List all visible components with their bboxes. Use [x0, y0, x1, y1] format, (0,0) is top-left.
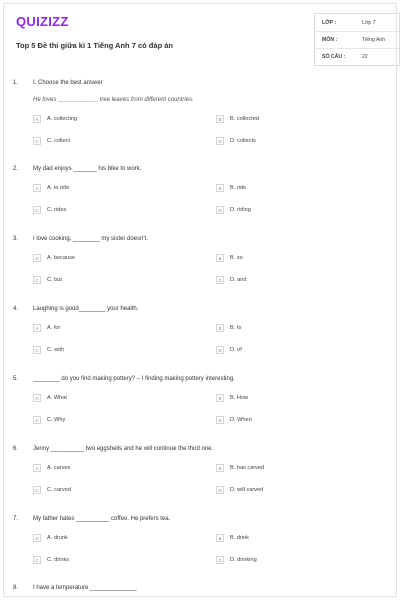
info-row-subject — [315, 31, 399, 49]
option-text: D. will carved — [230, 487, 264, 493]
option-letter-box[interactable]: B — [216, 394, 224, 402]
page-border — [3, 3, 397, 597]
option-text: A. collecting — [47, 116, 78, 122]
option-letter-box[interactable]: B — [216, 324, 224, 332]
option-letter-box[interactable]: C — [33, 276, 41, 284]
option-text: A. because — [47, 255, 75, 261]
option-letter-box[interactable]: A — [33, 464, 41, 472]
option-text: D. drinking — [230, 557, 257, 563]
option-letter-box[interactable]: A — [33, 254, 41, 262]
question-text: My dad enjoys _______ his bike to work. — [33, 166, 142, 172]
option-letter-box[interactable]: A — [33, 324, 41, 332]
option-text: A. drunk — [47, 535, 68, 541]
option-text: C. Why — [47, 417, 66, 423]
option-letter-box[interactable]: D — [216, 346, 224, 354]
info-box — [314, 13, 400, 66]
option-text: C. drinks — [47, 557, 70, 563]
quizizz-logo[interactable]: QUIZIZZ — [16, 14, 69, 29]
option-letter-box[interactable]: C — [33, 416, 41, 424]
option-letter-box[interactable]: D — [216, 206, 224, 214]
question-text: ________ do you find making pottery? – I finding making pottery interesting. — [33, 376, 235, 382]
question-text: I love cooking, ________ my sister doesn't. — [33, 236, 148, 242]
option-text: B. so — [230, 255, 243, 261]
option-letter-box[interactable]: B — [216, 184, 224, 192]
option-text: C. carved — [47, 487, 71, 493]
header — [10, 10, 390, 70]
info-label: SỐ CÂU : — [322, 54, 346, 60]
option-letter-box[interactable]: A — [33, 115, 41, 123]
option-letter-box[interactable]: C — [33, 346, 41, 354]
option-text: D. of — [230, 347, 242, 353]
option-letter-box[interactable]: A — [33, 534, 41, 542]
option-text: C. rides — [47, 207, 67, 213]
info-label: MÔN : — [322, 37, 338, 43]
option-letter-box[interactable]: B — [216, 115, 224, 123]
option-text: C. with — [47, 347, 65, 353]
option-text: B. to — [230, 325, 242, 331]
option-letter-box[interactable]: C — [33, 556, 41, 564]
option-letter-box[interactable]: C — [33, 206, 41, 214]
option-text: D. and — [230, 277, 247, 283]
option-text: B. collected — [230, 116, 259, 122]
question-text: My father hates __________ coffee. He prefers tea. — [33, 516, 171, 522]
question-text: I. Choose the best answer — [33, 80, 103, 86]
question-number: 3. — [13, 236, 19, 242]
question-text: Laughing is good________ your health. — [33, 306, 139, 312]
question-number: 6. — [13, 446, 19, 452]
option-letter-box[interactable]: D — [216, 137, 224, 145]
option-text: D. When — [230, 417, 252, 423]
info-label: LỚP : — [322, 20, 337, 26]
info-value: 22 — [362, 54, 368, 60]
option-letter-box[interactable]: D — [216, 556, 224, 564]
option-text: A. to ride — [47, 185, 70, 191]
question-text: He loves ____________ tree leaves from different countries. — [33, 97, 194, 103]
option-letter-box[interactable]: D — [216, 276, 224, 284]
option-letter-box[interactable]: C — [33, 137, 41, 145]
question-number: 2. — [13, 166, 19, 172]
option-text: B. has carved — [230, 465, 265, 471]
option-letter-box[interactable]: D — [216, 486, 224, 494]
option-text: D. collects — [230, 138, 256, 144]
question-number: 1. — [13, 80, 19, 86]
option-letter-box[interactable]: A — [33, 394, 41, 402]
option-text: A. What — [47, 395, 67, 401]
option-text: B. drink — [230, 535, 249, 541]
info-value: Lớp 7 — [362, 20, 376, 26]
option-letter-box[interactable]: B — [216, 464, 224, 472]
question-text: Jenny __________ two eggshells and he will continue the third one. — [33, 446, 214, 452]
option-text: C. collect — [47, 138, 71, 144]
question-number: 7. — [13, 516, 19, 522]
page-title: Top 5 Đề thi giữa kì 1 Tiếng Anh 7 có đáp án — [16, 41, 173, 50]
option-text: A. for — [47, 325, 61, 331]
question-text: I have a temperature ______________ — [33, 585, 137, 591]
question-number: 8. — [13, 585, 19, 591]
option-letter-box[interactable]: B — [216, 534, 224, 542]
question-number: 5. — [13, 376, 19, 382]
option-text: B. How — [230, 395, 249, 401]
option-letter-box[interactable]: B — [216, 254, 224, 262]
option-letter-box[interactable]: D — [216, 416, 224, 424]
option-text: D. riding — [230, 207, 251, 213]
option-letter-box[interactable]: A — [33, 184, 41, 192]
question-number: 4. — [13, 306, 19, 312]
option-letter-box[interactable]: C — [33, 486, 41, 494]
info-value: Tiếng Anh — [362, 37, 386, 43]
option-text: A. carves — [47, 465, 71, 471]
info-row-count — [315, 48, 399, 65]
info-row-grade — [315, 14, 399, 32]
option-text: B. ride — [230, 185, 247, 191]
option-text: C. but — [47, 277, 62, 283]
